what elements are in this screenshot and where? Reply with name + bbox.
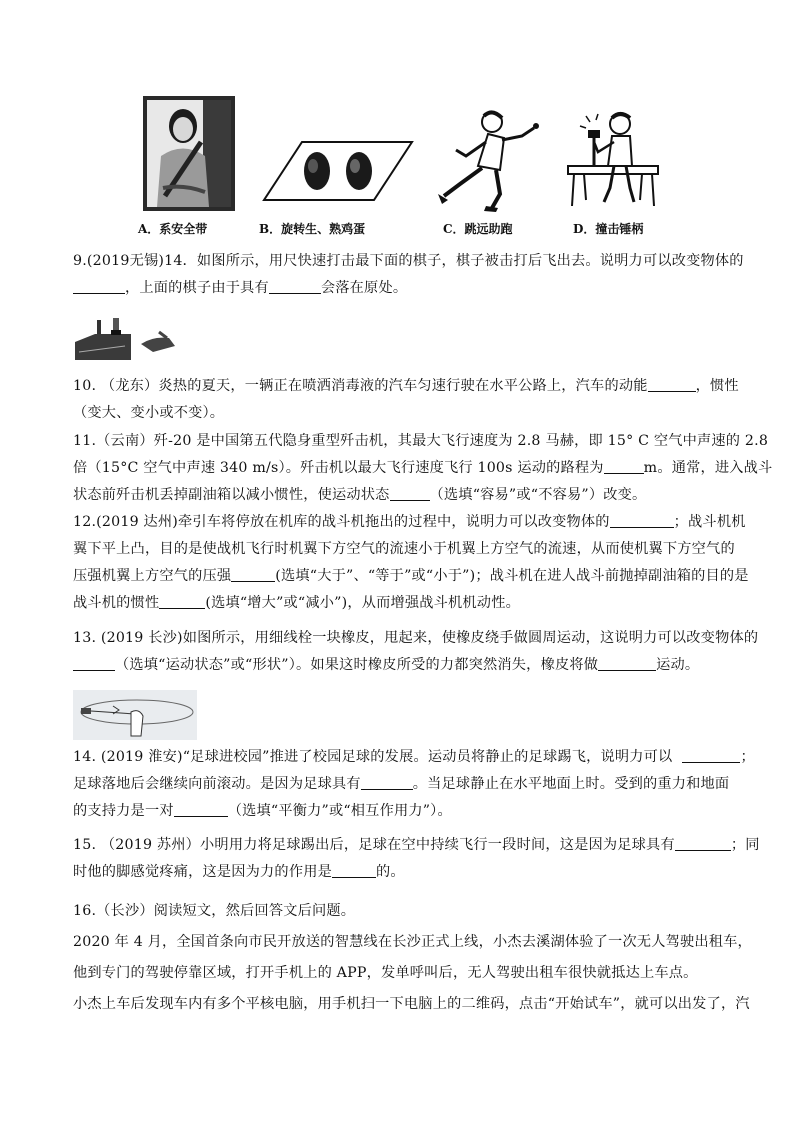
answer-blank[interactable] xyxy=(648,377,696,392)
figure-chess-pieces xyxy=(73,316,177,362)
figure-long-jump-runner xyxy=(430,108,542,216)
q11-line-2: 倍（15°C 空气中声速 340 m/s）。歼击机以最大飞行速度飞行 100s 运动的路程为 m。通常，进入战斗 xyxy=(73,460,773,476)
question-11 xyxy=(73,428,773,509)
q12-line-4: 战斗机的惯性 (选填“增大”或“减小”)，从而增强战斗机机动性。 xyxy=(73,595,520,611)
q16-line-4: 小杰上车后发现车内有多个平核电脑，用手机扫一下电脑上的二维码，点击“开始试车”，就可以出发了，汽 xyxy=(73,996,750,1012)
figure-hammer-handle xyxy=(564,108,664,212)
q10-line-1: 10. （龙东）炎热的夏天，一辆正在喷洒消毒液的汽车匀速行驶在水平公路上，汽车的动能 ，惯性 xyxy=(73,378,739,394)
q12-line-1: 12.(2019 达州)牵引车将停放在机库的战斗机拖出的过程中，说明力可以改变物体的 ；战斗机机 xyxy=(73,514,746,530)
answer-blank[interactable] xyxy=(73,656,115,671)
question-15 xyxy=(73,832,760,886)
answer-blank[interactable] xyxy=(174,802,228,817)
caption-a: A．系安全带 xyxy=(138,222,208,236)
q16-line-1: 16.（长沙）阅读短文，然后回答文后问题。 xyxy=(73,903,356,919)
answer-blank[interactable] xyxy=(610,513,674,528)
answer-blank[interactable] xyxy=(269,279,321,294)
q15-line-1: 15. （2019 苏州）小明用力将足球踢出后，足球在空中持续飞行一段时间，这是因为足球具有 ；同 xyxy=(73,837,760,853)
q15-line-2: 时他的脚感觉疼痛，这是因为力的作用是 的。 xyxy=(73,864,405,880)
q16-line-3: 他到专门的驾驶停靠区域，打开手机上的 APP，发单呼叫后，无人驾驶出租车很快就抵达上车点。 xyxy=(73,965,698,981)
question-14 xyxy=(73,744,755,825)
answer-blank[interactable] xyxy=(231,567,275,582)
figure-eraser-circular-motion xyxy=(73,690,197,740)
caption-c: C．跳远助跑 xyxy=(443,222,513,236)
answer-blank[interactable] xyxy=(675,836,731,851)
question-13 xyxy=(73,625,759,679)
q16-line-2: 2020 年 4 月，全国首条向市民开放送的智慧线在长沙正式上线，小杰去溪湖体验了一次无人驾驶出租车， xyxy=(73,934,752,950)
q14-line-2: 足球落地后会继续向前滚动。是因为足球具有 。当足球静止在水平地面上时。受到的重力和地面 xyxy=(73,776,730,792)
answer-blank[interactable] xyxy=(332,863,376,878)
q14-line-1: 14. (2019 淮安)“足球进校园”推进了校园足球的发展。运动员将静止的足球踢飞，说明力可以 ； xyxy=(73,749,755,765)
q11-line-3: 状态前歼击机丢掉副油箱以减小惯性，使运动状态 （选填“容易”或“不容易”）改变。 xyxy=(73,487,647,503)
figure-seatbelt-photo xyxy=(143,96,235,211)
question-16 xyxy=(73,896,752,1020)
question-12 xyxy=(73,509,749,617)
question-9 xyxy=(73,248,744,302)
q14-line-3: 的支持力是一对 （选填“平衡力”或“相互作用力”）。 xyxy=(73,803,452,819)
q9-line-1: 9.(2019无锡)14．如图所示，用尺快速打击最下面的棋子，棋子被击打后飞出去。说明力可以改变物体的 xyxy=(73,253,744,269)
caption-b: B．旋转生、熟鸡蛋 xyxy=(259,222,366,236)
q10-line-2: （变大、变小或不变）。 xyxy=(73,405,225,421)
q11-line-1: 11.（云南）歼-20 是中国第五代隐身重型歼击机，其最大飞行速度为 2.8 马赫，即 15° C 空气中声速的 2.8 xyxy=(73,433,769,449)
answer-blank[interactable] xyxy=(390,486,430,501)
figure-spinning-eggs xyxy=(262,140,414,202)
answer-blank[interactable] xyxy=(604,459,644,474)
answer-blank[interactable] xyxy=(73,279,125,294)
answer-blank[interactable] xyxy=(682,748,740,763)
q9-line-2: ，上面的棋子由于具有 会落在原处。 xyxy=(73,275,723,302)
q12-line-3: 压强机翼上方空气的压强 (选填“大于”、“等于”或“小于”)；战斗机在进人战斗前抛掉副油箱的目的是 xyxy=(73,568,749,584)
question-10 xyxy=(73,373,739,427)
answer-blank[interactable] xyxy=(159,594,205,609)
caption-d: D．撞击锤柄 xyxy=(573,222,644,236)
q13-line-1: 13. (2019 长沙)如图所示，用细线栓一块橡皮，甩起来，使橡皮绕手做圆周运动，这说明力可以改变物体的 xyxy=(73,630,759,646)
q13-line-2: （选填“运动状态”或“形状”）。如果这时橡皮所受的力都突然消失，橡皮将做 运动。 xyxy=(73,652,723,679)
answer-blank[interactable] xyxy=(361,775,413,790)
q12-line-2: 翼下平上凸，目的是使战机飞行时机翼下方空气的流速小于机翼上方空气的流速，从而使机翼下方空气的 xyxy=(73,541,735,557)
answer-blank[interactable] xyxy=(598,656,656,671)
